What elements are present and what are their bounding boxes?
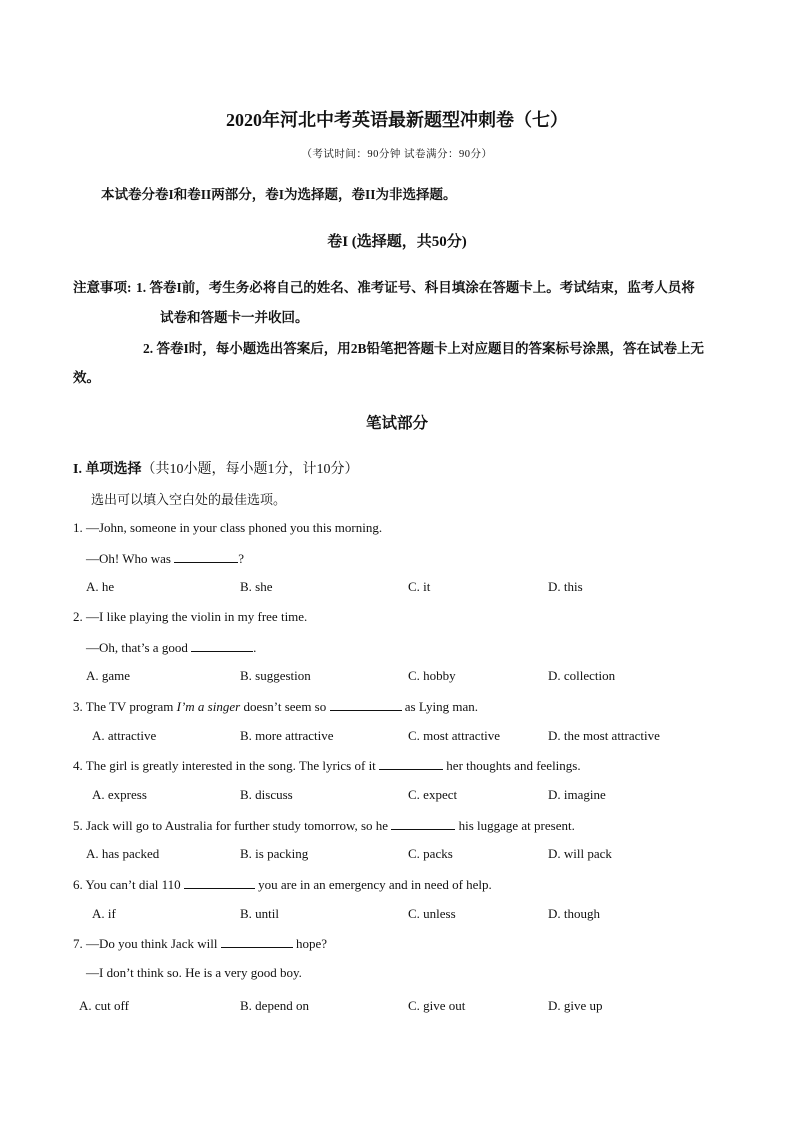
question-text: 5. Jack will go to Australia for further study tomorrow, so he: [73, 818, 392, 833]
q7-option-d: D. give up: [548, 998, 603, 1013]
question-3: [73, 698, 478, 715]
question-2: 2. —I like playing the violin in my free time.: [73, 609, 308, 624]
section-instruction: 选出可以填入空白处的最佳选项。: [91, 492, 287, 507]
question-text-mid: doesn’t seem so: [240, 699, 330, 714]
q3-option-b: B. more attractive: [240, 728, 334, 743]
notes-label: 注意事项:: [73, 280, 132, 295]
answer-blank: [379, 757, 443, 770]
question-7-reply: —I don’t think so. He is a very good boy.: [86, 965, 302, 980]
question-text-end: you are in an emergency and in need of help.: [254, 877, 492, 892]
q5-option-d: D. will pack: [548, 846, 612, 861]
note-item-1-cont: 试卷和答题卡一并收回。: [160, 310, 309, 325]
q7-option-c: C. give out: [408, 998, 466, 1013]
answer-blank: [221, 935, 293, 948]
q7-option-a: A. cut off: [79, 998, 129, 1013]
reply-text: —Oh! Who was: [86, 551, 175, 566]
q4-option-c: C. expect: [408, 787, 458, 802]
q6-option-b: B. until: [240, 906, 280, 921]
q7-option-b: B. depend on: [240, 998, 309, 1013]
part1-title: 卷I (选择题，共50分): [327, 234, 467, 250]
intro-text: 本试卷分卷I和卷II两部分，卷I为选择题，卷II为非选择题。: [101, 187, 457, 202]
q1-option-d: D. this: [548, 579, 583, 594]
answer-blank: [391, 817, 455, 830]
q3-option-a: A. attractive: [92, 728, 157, 743]
answer-blank: [184, 876, 255, 889]
question-7: [73, 935, 327, 952]
reply-text: —Oh, that’s a good: [86, 640, 192, 655]
q3-option-d: D. the most attractive: [548, 728, 660, 743]
reply-end: .: [253, 640, 257, 655]
program-title: I’m a singer: [176, 699, 241, 714]
written-section-title: 笔试部分: [365, 415, 428, 432]
answer-blank: [174, 550, 238, 563]
question-text: 7. —Do you think Jack will: [73, 936, 221, 951]
q1-option-a: A. he: [86, 579, 115, 594]
q6-option-c: C. unless: [408, 906, 456, 921]
q5-option-b: B. is packing: [240, 846, 309, 861]
page-title: 2020年河北中考英语最新题型冲刺卷（七）: [226, 110, 568, 130]
q4-option-b: B. discuss: [240, 787, 293, 802]
note-item-1: 1. 答卷I前，考生务必将自己的姓名、准考证号、科目填涂在答题卡上。考试结束，监考人员将: [136, 280, 695, 295]
section-heading: [73, 458, 358, 478]
answer-blank: [191, 639, 253, 652]
q5-option-c: C. packs: [408, 846, 453, 861]
reply-end: ?: [238, 551, 245, 566]
section-name: 单项选择: [85, 462, 142, 477]
section-number: I.: [73, 462, 82, 477]
exam-info: （考试时间：90分钟 试卷满分：90分）: [301, 149, 493, 160]
question-text-end: his luggage at present.: [455, 818, 575, 833]
q2-option-c: C. hobby: [408, 668, 456, 683]
question-2-reply: [86, 639, 256, 656]
question-1: 1. —John, someone in your class phoned you this morning.: [73, 520, 383, 535]
q6-option-a: A. if: [92, 906, 116, 921]
question-text-end: as Lying man.: [401, 699, 479, 714]
answer-blank: [330, 698, 402, 711]
q5-option-a: A. has packed: [86, 846, 160, 861]
question-5: [73, 817, 575, 834]
note-item-2: 2. 答卷I时，每小题选出答案后，用2B铅笔把答题卡上对应题目的答案标号涂黑，答在试卷上无: [143, 341, 705, 356]
question-1-reply: [86, 550, 244, 567]
q1-option-c: C. it: [408, 579, 431, 594]
question-6: [73, 876, 492, 893]
q4-option-d: D. imagine: [548, 787, 606, 802]
q1-option-b: B. she: [240, 579, 273, 594]
section-detail: （共10小题，每小题1分，计10分）: [141, 462, 359, 477]
q2-option-a: A. game: [86, 668, 131, 683]
question-4: [73, 757, 581, 774]
question-text: 3. The TV program: [73, 699, 177, 714]
question-text-end: hope?: [292, 936, 327, 951]
question-text: 4. The girl is greatly interested in the song. The lyrics of it: [73, 758, 380, 773]
q2-option-b: B. suggestion: [240, 668, 311, 683]
q6-option-d: D. though: [548, 906, 600, 921]
q3-option-c: C. most attractive: [408, 728, 501, 743]
q4-option-a: A. express: [92, 787, 147, 802]
q2-option-d: D. collection: [548, 668, 616, 683]
question-text-end: her thoughts and feelings.: [443, 758, 581, 773]
note-item-2-cont: 效。: [73, 370, 100, 385]
question-text: 6. You can’t dial 110: [73, 877, 184, 892]
